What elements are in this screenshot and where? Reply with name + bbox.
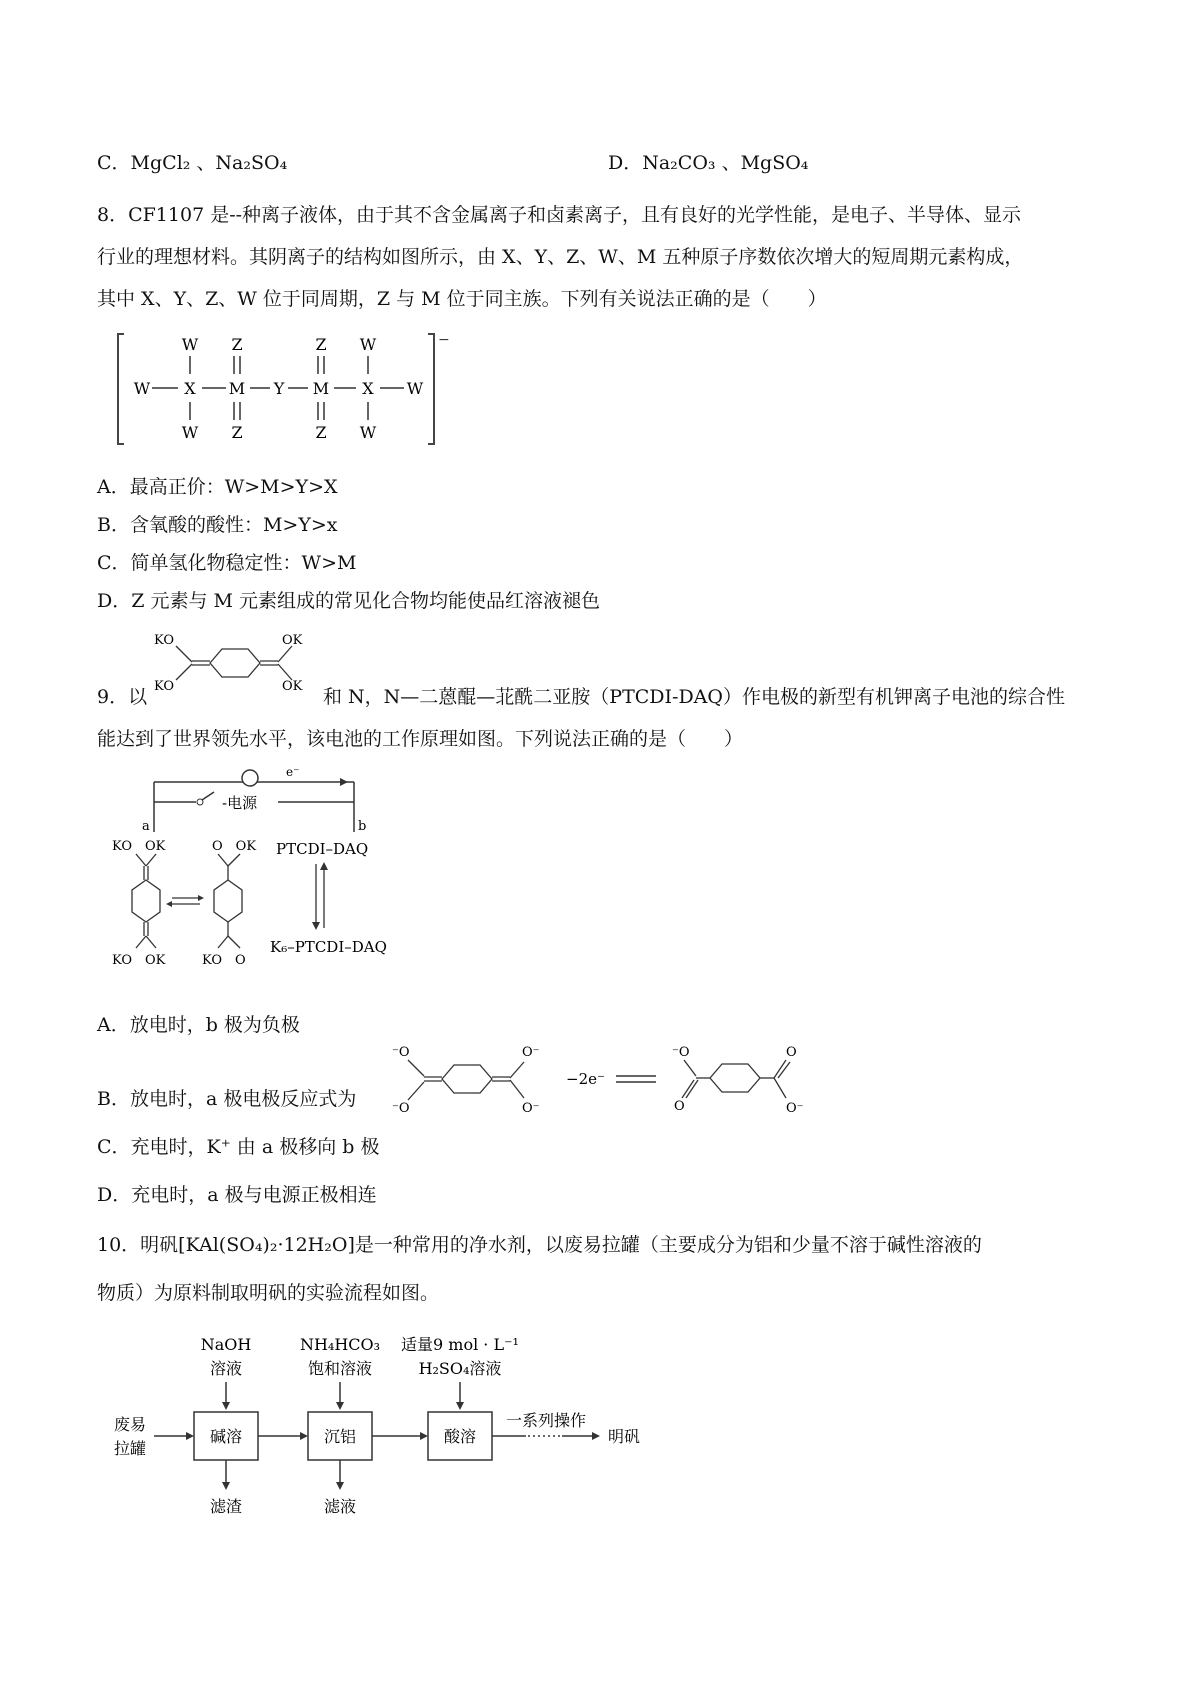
reagent1-line2: 溶液 <box>209 1359 243 1378</box>
q8-option-a: A．最高正价：W>M>Y>X <box>97 476 338 498</box>
mid-atom-6: X <box>362 379 374 398</box>
q9-option-d: D．充电时，a 极与电源正极相连 <box>97 1184 377 1206</box>
q9-stem-prefix: 9．以 <box>97 686 148 708</box>
q8-option-b: B．含氧酸的酸性：M>Y>x <box>97 514 338 536</box>
q9-stem-line2: 能达到了世界领先水平，该电池的工作原理如图。下列说法正确的是（ ） <box>97 728 744 750</box>
bottom-atom-3: Z <box>315 423 327 442</box>
q9-option-a: A．放电时，b 极为负极 <box>97 1014 300 1036</box>
mol-label-tl: KO <box>154 633 175 648</box>
q7-option-c: C．MgCl₂ 、Na₂SO₄ <box>97 152 288 174</box>
top-atom-1: W <box>181 335 199 354</box>
power-label: -电源 <box>222 794 258 812</box>
q8-option-d: D．Z 元素与 M 元素组成的常见化合物均能使品红溶液褪色 <box>97 590 601 612</box>
left-mol-bottom: KO OK <box>112 953 166 968</box>
electrode-equation-figure <box>382 1040 822 1118</box>
q9-option-b: B．放电时，a 极电极反应式为 <box>97 1088 357 1110</box>
mid-atom-1: W <box>133 379 151 398</box>
eq-prod-o-bl: O <box>674 1099 685 1114</box>
top-atom-4: W <box>359 335 377 354</box>
mol-label-bl: KO <box>154 679 175 694</box>
left-mol-top: KO OK <box>112 839 166 854</box>
q8-stem-line2: 行业的理想材料。其阴离子的结构如图所示，由 X、Y、Z、W、M 五种原子序数依次增大的短周期元素构成， <box>97 246 1024 268</box>
input-label-1: 废易 <box>113 1415 147 1434</box>
input-label-2: 拉罐 <box>113 1439 147 1458</box>
bottom-atom-1: W <box>181 423 199 442</box>
reagent2-line2: 饱和溶液 <box>307 1359 373 1378</box>
process-flow-chart <box>110 1330 670 1520</box>
q8-option-c: C．简单氢化物稳定性：W>M <box>97 552 357 574</box>
output1-label: 滤渣 <box>209 1497 243 1516</box>
mid-atom-7: W <box>406 379 424 398</box>
eq-o-bl: ⁻O <box>392 1101 410 1116</box>
electrode-b-label: b <box>358 819 367 834</box>
eq-prod-o-tr: O <box>786 1045 797 1060</box>
q8-stem-line1: 8．CF1107 是--种离子液体，由于其不含金属离子和卤素离子，且有良好的光学性能，是电子、半导体、显示 <box>97 204 1022 226</box>
mid-atom-5: M <box>312 379 330 398</box>
mol-label-br: OK <box>282 679 303 694</box>
q9-option-c: C．充电时，K⁺ 由 a 极移向 b 极 <box>97 1136 380 1158</box>
mol-label-tr: OK <box>282 633 303 648</box>
mid-mol-bottom: KO O <box>202 953 246 968</box>
reagent3-line2: H₂SO₄溶液 <box>418 1359 502 1378</box>
electron-label: e⁻ <box>286 765 300 779</box>
electron-arrow-icon <box>340 778 348 786</box>
top-atom-2: Z <box>231 335 243 354</box>
eq-prod-o-br: O⁻ <box>786 1101 804 1116</box>
product-label: 明矾 <box>607 1427 641 1446</box>
q9-inline-molecule <box>152 630 322 694</box>
mid-mol-top: O OK <box>212 839 257 854</box>
eq-minus-2e: −2e⁻ <box>566 1070 605 1088</box>
step1-label: 碱溶 <box>209 1427 243 1446</box>
top-atom-3: Z <box>315 335 327 354</box>
q8-stem-line3: 其中 X、Y、Z、W 位于同周期，Z 与 M 位于同主族。下列有关说法正确的是（ ） <box>97 288 827 310</box>
battery-diagram <box>110 762 450 997</box>
electrode-a-label: a <box>142 819 150 834</box>
q9-stem-line1-rest: 和 N，N—二蒽醌—苝酰二亚胺（PTCDI-DAQ）作电极的新型有机钾离子电池的综合性 <box>323 686 1065 708</box>
eq-o-tl: ⁻O <box>392 1045 410 1060</box>
charge-discharge-arrow-icon <box>320 862 328 870</box>
mid-atom-4: Y <box>273 379 285 398</box>
equilibrium-arrow-icon <box>166 901 172 907</box>
bottom-atom-4: W <box>359 423 377 442</box>
step2-label: 沉铝 <box>323 1427 357 1446</box>
eq-o-br: O⁻ <box>522 1101 540 1116</box>
bottom-atom-2: Z <box>231 423 243 442</box>
right-bottom-label: K₆–PTCDI–DAQ <box>270 938 387 956</box>
step3-label: 酸溶 <box>443 1427 477 1446</box>
q10-stem-line2: 物质）为原料制取明矾的实验流程如图。 <box>97 1282 440 1304</box>
mid-atom-2: X <box>184 379 196 398</box>
mid-atom-3: M <box>228 379 246 398</box>
q7-option-d: D．Na₂CO₃ 、MgSO₄ <box>608 152 809 174</box>
q10-stem-line1: 10．明矾[KAl(SO₄)₂·12H₂O]是一种常用的净水剂，以废易拉罐（主要成分为铝和少量不溶于碱性溶液的 <box>97 1234 982 1256</box>
eq-prod-o-tl: ⁻O <box>672 1045 690 1060</box>
bulb-icon <box>242 770 258 786</box>
charge-label: − <box>438 332 450 348</box>
eq-o-tr: O⁻ <box>522 1045 540 1060</box>
output2-label: 滤液 <box>323 1497 357 1516</box>
reagent1-line1: NaOH <box>200 1335 252 1354</box>
reagent3-line1: 适量9 mol · L⁻¹ <box>401 1335 519 1354</box>
anion-structure-figure <box>110 330 450 448</box>
series-operations-label: 一系列操作 <box>505 1411 587 1430</box>
right-top-label: PTCDI–DAQ <box>276 840 369 858</box>
reagent2-line1: NH₄HCO₃ <box>299 1335 381 1354</box>
